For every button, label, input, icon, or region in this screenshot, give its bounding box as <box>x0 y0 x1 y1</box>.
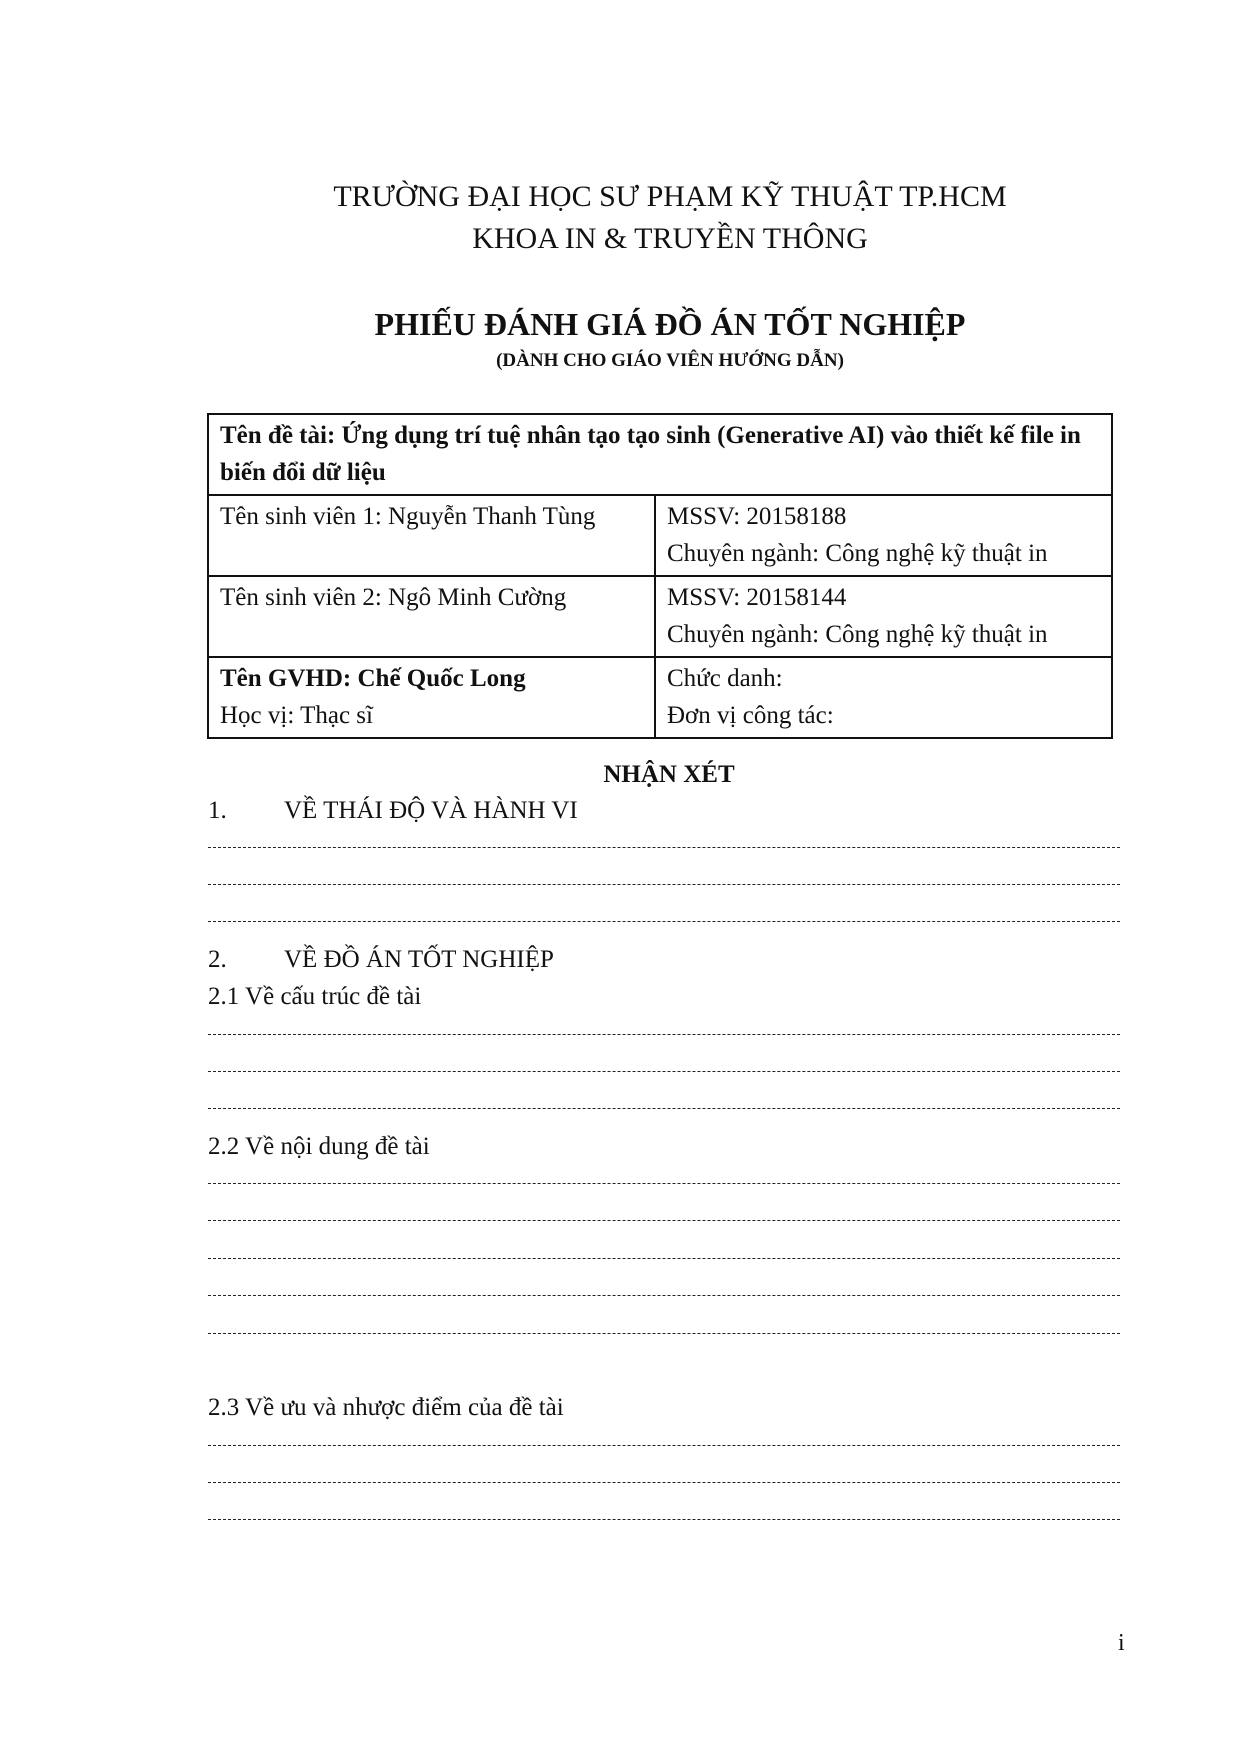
student2-row <box>208 576 1112 657</box>
subsection-2-2: 2.2 Về nội dung đề tài <box>208 1133 430 1160</box>
answer-line <box>208 847 1120 848</box>
student1-details <box>655 495 1112 576</box>
answer-line <box>208 1445 1120 1446</box>
page-number: i <box>1118 1630 1125 1656</box>
institution-header <box>0 176 1240 260</box>
answer-line <box>208 1482 1120 1483</box>
advisor-details <box>655 657 1112 738</box>
student1-row <box>208 495 1112 576</box>
section1-number: 1. <box>208 797 227 824</box>
faculty-name: KHOA IN & TRUYỀN THÔNG <box>472 222 868 255</box>
advisor-degree: Học vị: Thạc sĩ <box>220 702 373 729</box>
subsection-2-3: 2.3 Về ưu và nhược điểm của đề tài <box>208 1394 564 1421</box>
advisor-row <box>208 657 1112 738</box>
section2-number: 2. <box>208 946 227 973</box>
answer-line <box>208 1034 1120 1035</box>
topic-cell: Tên đề tài: Ứng dụng trí tuệ nhân tạo tạo sinh (Generative AI) vào thiết kế file in biến đổi dữ liệu <box>208 414 1112 495</box>
answer-line <box>208 1071 1120 1072</box>
student1-mssv: MSSV: 20158188 <box>667 503 847 530</box>
answer-line <box>208 1183 1120 1184</box>
answer-line <box>208 1295 1120 1296</box>
section1-label: VỀ THÁI ĐỘ VÀ HÀNH VI <box>284 797 578 824</box>
student2-major: Chuyên ngành: Công nghệ kỹ thuật in <box>667 621 1048 648</box>
answer-line <box>208 1519 1120 1520</box>
student1-name: Tên sinh viên 1: Nguyễn Thanh Tùng <box>208 495 655 576</box>
student1-major: Chuyên ngành: Công nghệ kỹ thuật in <box>667 540 1048 567</box>
answer-line <box>208 1258 1120 1259</box>
answer-line <box>208 1220 1120 1221</box>
university-name: TRƯỜNG ĐẠI HỌC SƯ PHẠM KỸ THUẬT TP.HCM <box>333 180 1007 213</box>
advisor-unit: Đơn vị công tác: <box>667 702 834 729</box>
section1-heading <box>208 797 578 825</box>
answer-line <box>208 921 1120 922</box>
section2-heading <box>208 946 554 974</box>
comments-title: NHẬN XÉT <box>603 761 735 788</box>
student2-mssv: MSSV: 20158144 <box>667 584 847 611</box>
answer-line <box>208 1108 1120 1109</box>
document-subtitle: (DÀNH CHO GIÁO VIÊN HƯỚNG DẪN) <box>496 350 844 371</box>
subsection-2-1: 2.1 Về cấu trúc đề tài <box>208 983 422 1010</box>
advisor-position: Chức danh: <box>667 665 783 692</box>
advisor-name: Tên GVHD: Chế Quốc Long <box>220 665 526 692</box>
answer-line <box>208 1333 1120 1334</box>
section2-label: VỀ ĐỒ ÁN TỐT NGHIỆP <box>284 946 554 973</box>
advisor-cell <box>208 657 655 738</box>
topic-row <box>208 414 1112 495</box>
student2-details <box>655 576 1112 657</box>
student2-name: Tên sinh viên 2: Ngô Minh Cường <box>208 576 655 657</box>
answer-line <box>208 884 1120 885</box>
thesis-info-table <box>207 413 1113 739</box>
document-title: PHIẾU ĐÁNH GIÁ ĐỒ ÁN TỐT NGHIỆP <box>374 306 966 342</box>
